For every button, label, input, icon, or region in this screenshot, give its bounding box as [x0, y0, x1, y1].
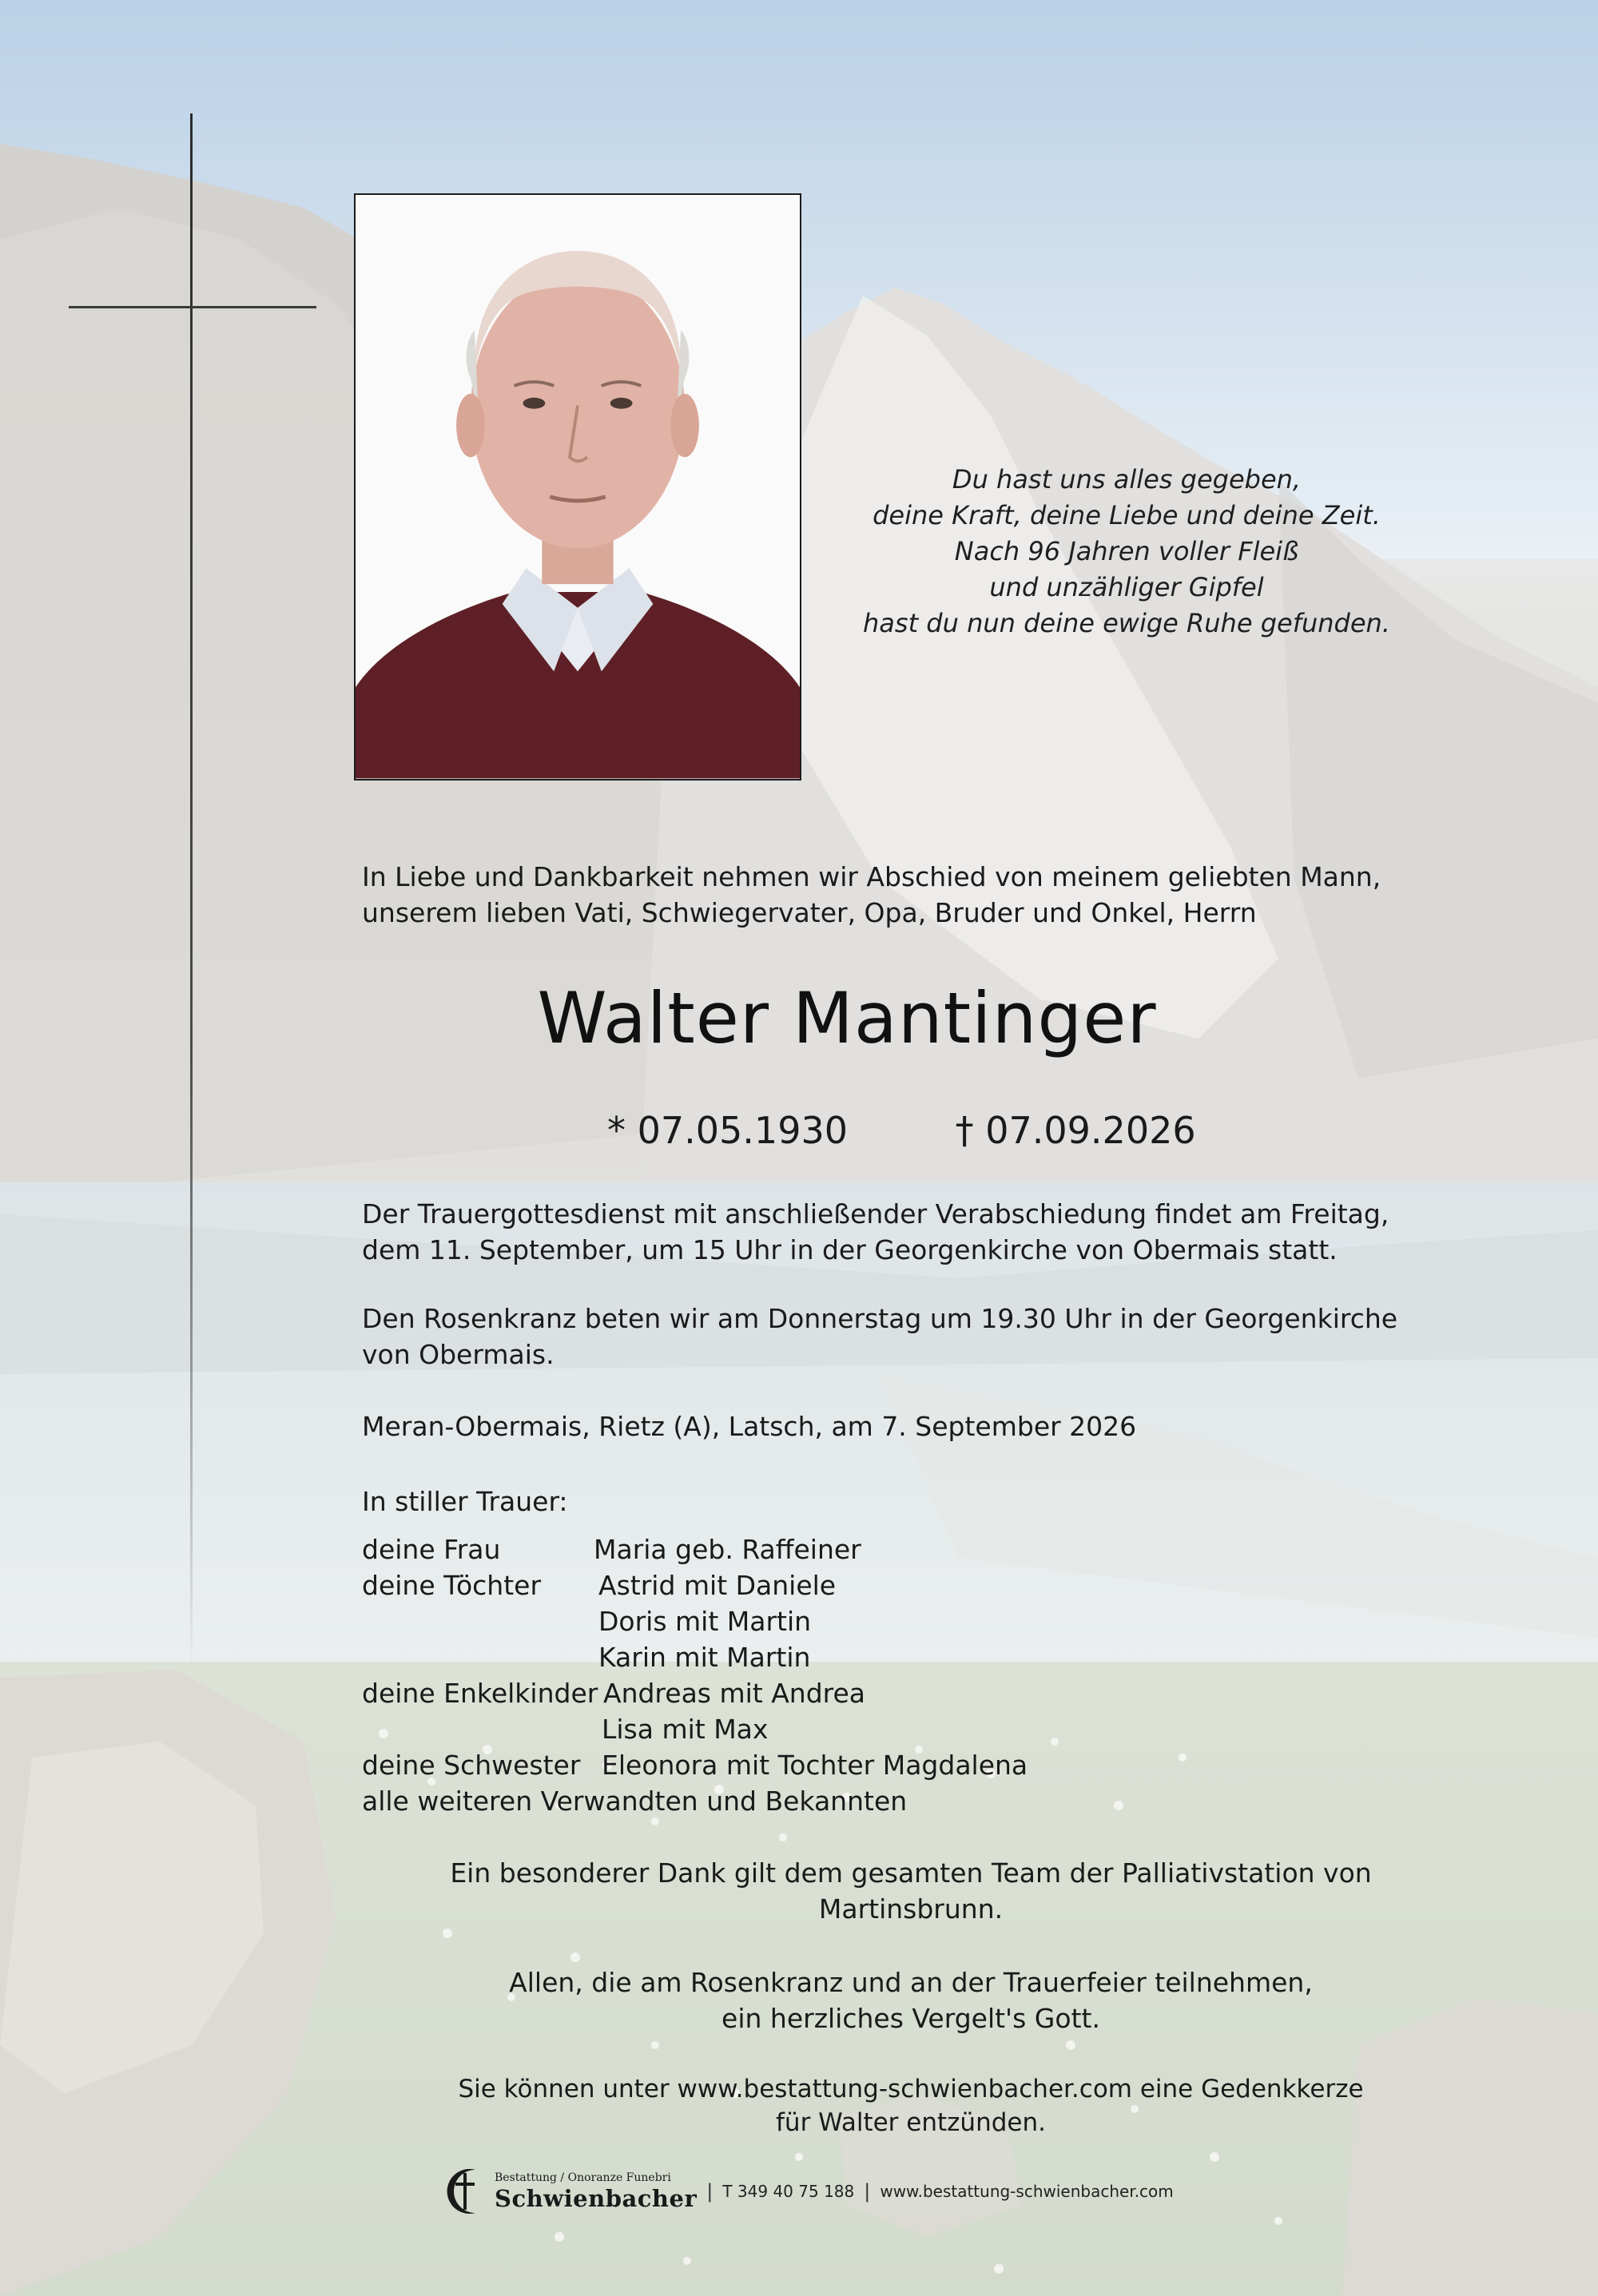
intro-paragraph: [362, 859, 1465, 931]
deceased-name: Walter Mantinger: [537, 977, 1157, 1059]
thanks-line: Ein besonderer Dank gilt dem gesamten Team der Palliativstation von: [450, 1857, 1372, 1889]
service-line: Der Trauergottesdienst mit anschließender Verabschiedung findet am Freitag,: [362, 1198, 1389, 1229]
candle-line: für Walter entzünden.: [776, 2108, 1046, 2137]
footer-phone: T 349 40 75 188: [722, 2182, 855, 2201]
family-names: Astrid mit Daniele: [598, 1570, 837, 1601]
attendance-thanks-line: ein herzliches Vergelt's Gott.: [721, 2003, 1100, 2034]
family-names: Eleonora mit Tochter Magdalena: [602, 1750, 1028, 1781]
family-relation: deine Frau: [362, 1534, 501, 1565]
footer-separator: |: [864, 2180, 871, 2203]
birth-date: * 07.05.1930: [607, 1109, 848, 1152]
intro-line: In Liebe und Dankbarkeit nehmen wir Abschied von meinem geliebten Mann,: [362, 861, 1381, 892]
candle-line: Sie können unter www.bestattung-schwienbacher.com eine Gedenkkerze: [458, 2075, 1364, 2103]
poem-line: Nach 96 Jahren voller Fleiß: [954, 536, 1299, 566]
memorial-poem: [831, 462, 1422, 642]
portrait-photo: [354, 193, 801, 781]
intro-line: unserem lieben Vati, Schwiegervater, Opa, Bruder und Onkel, Herrn: [362, 897, 1257, 928]
family-names: Andreas mit Andrea: [603, 1678, 866, 1709]
family-others: alle weiteren Verwandten und Bekannten: [362, 1786, 908, 1817]
attendance-thanks-line: Allen, die am Rosenkranz und an der Trauerfeier teilnehmen,: [509, 1967, 1313, 1998]
family-relation: deine Enkelkinder: [362, 1678, 598, 1709]
cross-vertical-bar: [190, 113, 193, 1671]
funeral-home-footer: [443, 2165, 1174, 2218]
poem-line: hast du nun deine ewige Ruhe gefunden.: [863, 608, 1390, 638]
family-relation: deine Schwester: [362, 1750, 581, 1781]
cross-moon-icon: [443, 2165, 490, 2218]
logo-brand-name: Schwienbacher: [495, 2185, 698, 2212]
attendance-thanks: [352, 1964, 1470, 2036]
family-names: Karin mit Martin: [598, 1642, 811, 1673]
funeral-service-paragraph: [362, 1196, 1465, 1268]
rosary-line: von Obermais.: [362, 1339, 555, 1370]
poem-line: deine Kraft, deine Liebe und deine Zeit.: [873, 500, 1381, 530]
place-and-date: Meran-Obermais, Rietz (A), Latsch, am 7. September 2026: [362, 1411, 1137, 1442]
funeral-home-logo: [443, 2165, 697, 2218]
poem-line: Du hast uns alles gegeben,: [952, 464, 1302, 495]
family-names: Doris mit Martin: [598, 1606, 812, 1637]
rosary-line: Den Rosenkranz beten wir am Donnerstag um 19.30 Uhr in der Georgenkirche: [362, 1303, 1398, 1334]
mourning-label: In stiller Trauer:: [362, 1486, 568, 1517]
memorial-candle-notice: [352, 2072, 1470, 2139]
cross-horizontal-bar: [69, 306, 316, 308]
life-dates: [607, 1106, 1196, 1154]
special-thanks: [352, 1855, 1470, 1927]
rosary-paragraph: [362, 1301, 1465, 1372]
logo-tagline: Bestattung / Onoranze Funebri: [495, 2171, 671, 2184]
footer-website-link[interactable]: www.bestattung-schwienbacher.com: [880, 2182, 1174, 2201]
service-line: dem 11. September, um 15 Uhr in der Georgenkirche von Obermais statt.: [362, 1234, 1338, 1265]
poem-line: und unzähliger Gipfel: [989, 572, 1264, 602]
thanks-line: Martinsbrunn.: [818, 1893, 1004, 1925]
portrait-illustration: [356, 195, 800, 779]
footer-separator: |: [706, 2180, 714, 2203]
death-date: † 07.09.2026: [955, 1109, 1196, 1152]
family-relation: deine Töchter: [362, 1570, 542, 1601]
family-names: Maria geb. Raffeiner: [594, 1534, 861, 1565]
family-names: Lisa mit Max: [602, 1714, 769, 1745]
